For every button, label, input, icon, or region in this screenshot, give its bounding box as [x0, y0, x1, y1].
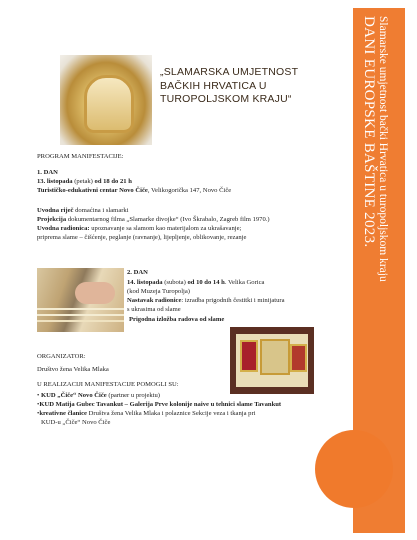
- helper-continuation: KUD-u „Čiče“ Novo Čiče: [41, 419, 111, 426]
- day1-label: 1. DAN: [37, 169, 58, 176]
- straw-crown-photo: [60, 55, 152, 145]
- organizer-name: Društvo žena Velika Mlaka: [37, 366, 109, 373]
- headline: „SLAMARSKA UMJETNOST BAČKIH HRVATICA U TUROPOLJSKOM KRAJU“: [160, 66, 299, 105]
- day1-workshop: Uvodna radionica: upoznavanje sa slamom kao materijalom za ukrašavanje;: [37, 225, 242, 232]
- day2-exhibit: Prigodna izložba radova od slame: [129, 316, 225, 323]
- helper-item: •KUD Matija Gubec Tavankut – Galerija Prve kolonije naive u tehnici slame Tavankut: [37, 401, 282, 408]
- day1-venue: Turističko-edukativni centar Novo Čiče, Velikogorička 147, Novo Čiče: [37, 187, 232, 194]
- day2-museum: (kod Muzeja Turopolja): [127, 288, 191, 295]
- day1-film: Projekcija dokumentarnog filma „Slamarke divojke“ (Ivo Škrabalo, Zagreb film 1970.): [37, 216, 270, 223]
- day2-workshop: Nastavak radionice: izradba prigodnih čestitki i minijatura: [127, 297, 285, 304]
- sidebar-subtitle: Slamarske umjetnost bački Hrvatica u turopoljskom kraju: [377, 16, 389, 282]
- day2-date: 14. listopada (subota) od 10 do 14 h. Velika Gorica: [127, 279, 265, 286]
- day2-workshop-line2: s ukrasima od slame: [127, 306, 181, 313]
- helper-item: •kreativne članice Društva žena Velika Mlaka i polaznice Sekcije veza i tkanja pri: [37, 410, 256, 417]
- helpers-heading: U REALIZACIJI MANIFESTACIJE POMOGLI SU:: [37, 381, 179, 388]
- sidebar-title: DANI EUROPSKE BAŠTINE 2023.: [361, 16, 377, 248]
- framed-straw-art-photo: [230, 327, 314, 394]
- day1-date: 13. listopada (petak) od 18 do 21 h: [37, 178, 132, 185]
- helper-item: • KUD „Čiče“ Novo Čiče (partner u projektu): [37, 392, 160, 399]
- day1-workshop-line2: priprema slame – čišćenje, peglanje (ravnanje), lijepljenje, oblikovanje, rezanje: [37, 234, 247, 241]
- decorative-circle: [315, 430, 393, 508]
- organizer-heading: ORGANIZATOR:: [37, 353, 86, 360]
- program-heading: PROGRAM MANIFESTACIJE:: [37, 153, 124, 160]
- straw-weaving-photo: [37, 268, 124, 332]
- day2-label: 2. DAN: [127, 269, 148, 276]
- day1-intro: Uvodna riječ domaćina i slamarki: [37, 207, 129, 214]
